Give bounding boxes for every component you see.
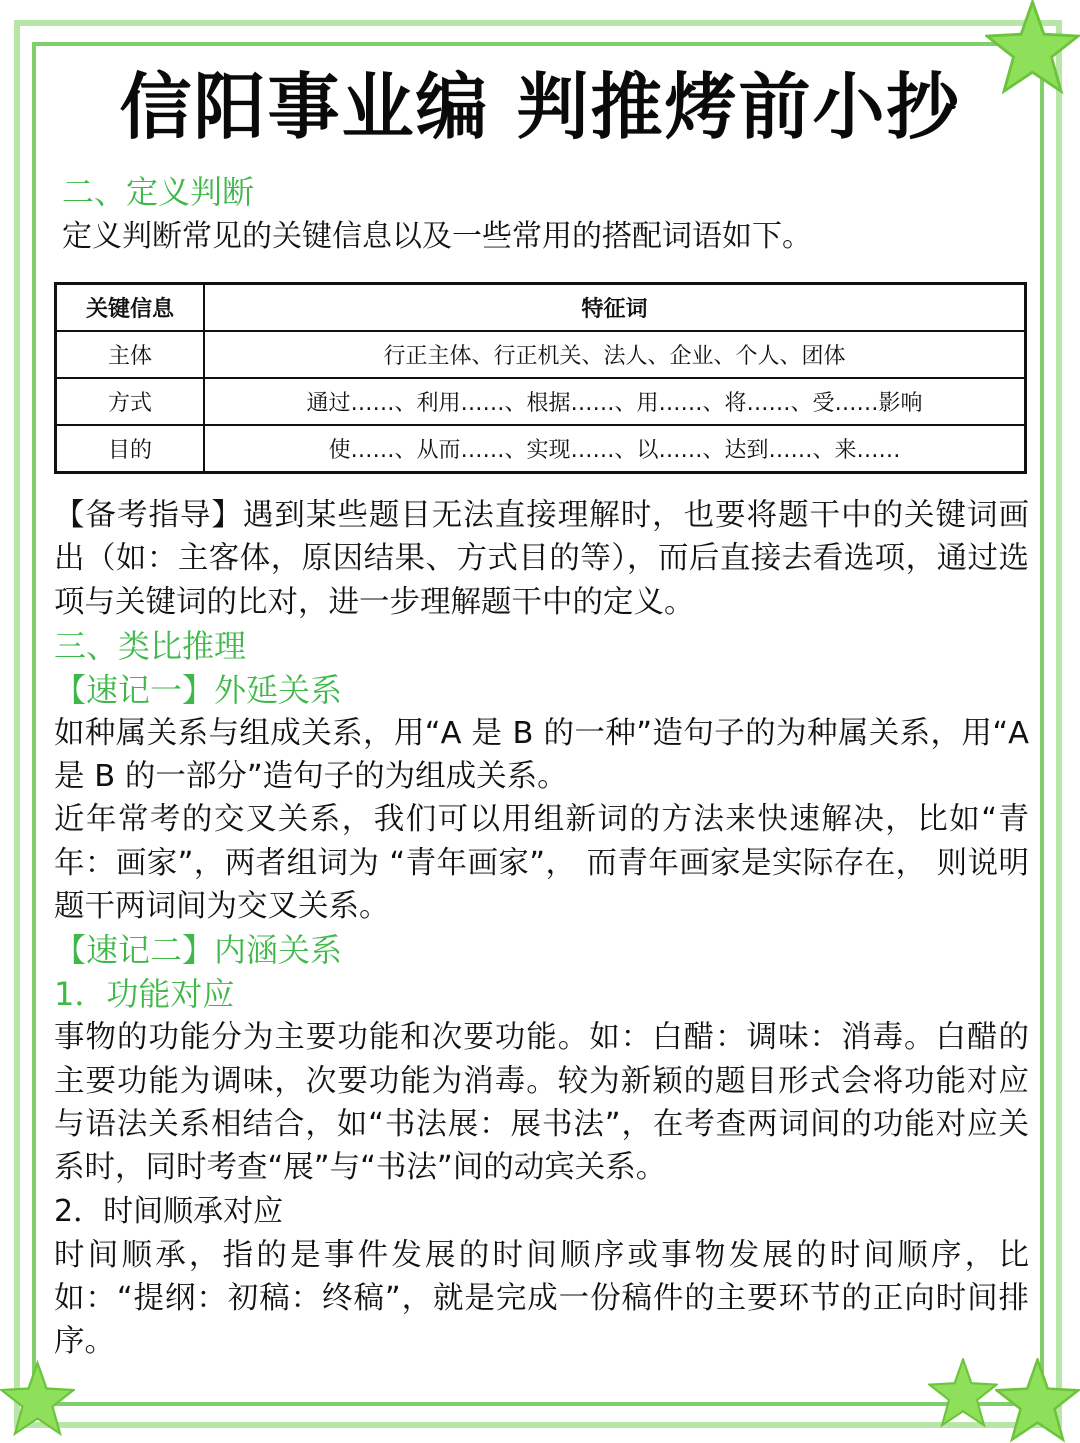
page-title: 信阳事业编 判推烤前小抄	[119, 65, 961, 149]
subheading-intension: 【速记二】内涵关系	[54, 931, 343, 970]
item-heading-function: 1．功能对应	[54, 975, 235, 1014]
star-icon-bottom-left	[0, 1355, 75, 1443]
section-heading-definition: 二、定义判断	[62, 173, 255, 211]
table-header-row	[56, 284, 1026, 332]
star-icon-bottom-right	[995, 1358, 1080, 1443]
table-header: 特征词	[204, 284, 1026, 332]
table-cell: 通过……、利用……、根据……、用……、将……、受……影响	[204, 378, 1026, 425]
subheading-extension: 【速记一】外延关系	[54, 670, 343, 709]
table-row	[56, 331, 1026, 378]
table-cell: 主体	[56, 331, 205, 378]
table-row	[56, 378, 1026, 425]
paragraph-function: 事物的功能分为主要功能和次要功能。如：白醋：调味：消毒。白醋的主要功能为调味，次要功能为消毒。较为新颖的题目形式会将功能对应与语法关系相结合，如“书法展：展书法”，在考查两词间的功能对应关系时，同时考查“展”与“书法”间的动宾关系。	[54, 1020, 1029, 1186]
table-cell: 方式	[56, 378, 205, 425]
paragraph-extension-2: 近年常考的交叉关系，我们可以用组新词的方法来快速解决，比如“青年：画家”，两者组词为 “青年画家”， 而青年画家是实际存在， 则说明题干两词间为交叉关系。	[54, 802, 1029, 925]
star-icon-bottom-right-small	[928, 1358, 998, 1428]
keyword-table	[54, 282, 1027, 474]
content	[54, 170, 1029, 1363]
table-cell: 使……、从而……、实现……、以……、达到……、来……	[204, 425, 1026, 473]
table-row	[56, 425, 1026, 473]
table-cell: 目的	[56, 425, 205, 473]
section-heading-analogy: 三、类比推理	[54, 626, 247, 665]
paragraph-extension-1: 如种属关系与组成关系，用“A 是 B 的一种”造句子的为种属关系，用“A 是 B 的一部分”造句子的为组成关系。	[54, 715, 1029, 795]
table-cell: 行正主体、行正机关、法人、企业、个人、团体	[204, 331, 1026, 378]
study-guide-paragraph: 【备考指导】遇到某些题目无法直接理解时，也要将题干中的关键词画出（如：主客体，原因结果、方式目的等），而后直接去看选项，通过选项与关键词的比对，进一步理解题干中的定义。	[54, 498, 1029, 620]
paragraph-time-sequence: 时间顺承，指的是事件发展的时间顺序或事物发展的时间顺序，比如：“提纲：初稿：终稿”，就是完成一份稿件的主要环节的正向时间排序。	[54, 1237, 1029, 1360]
item-heading-time-sequence: 2．时间顺承对应	[54, 1193, 284, 1229]
section-intro: 定义判断常见的关键信息以及一些常用的搭配词语如下。	[62, 219, 812, 254]
table-header: 关键信息	[56, 284, 205, 332]
